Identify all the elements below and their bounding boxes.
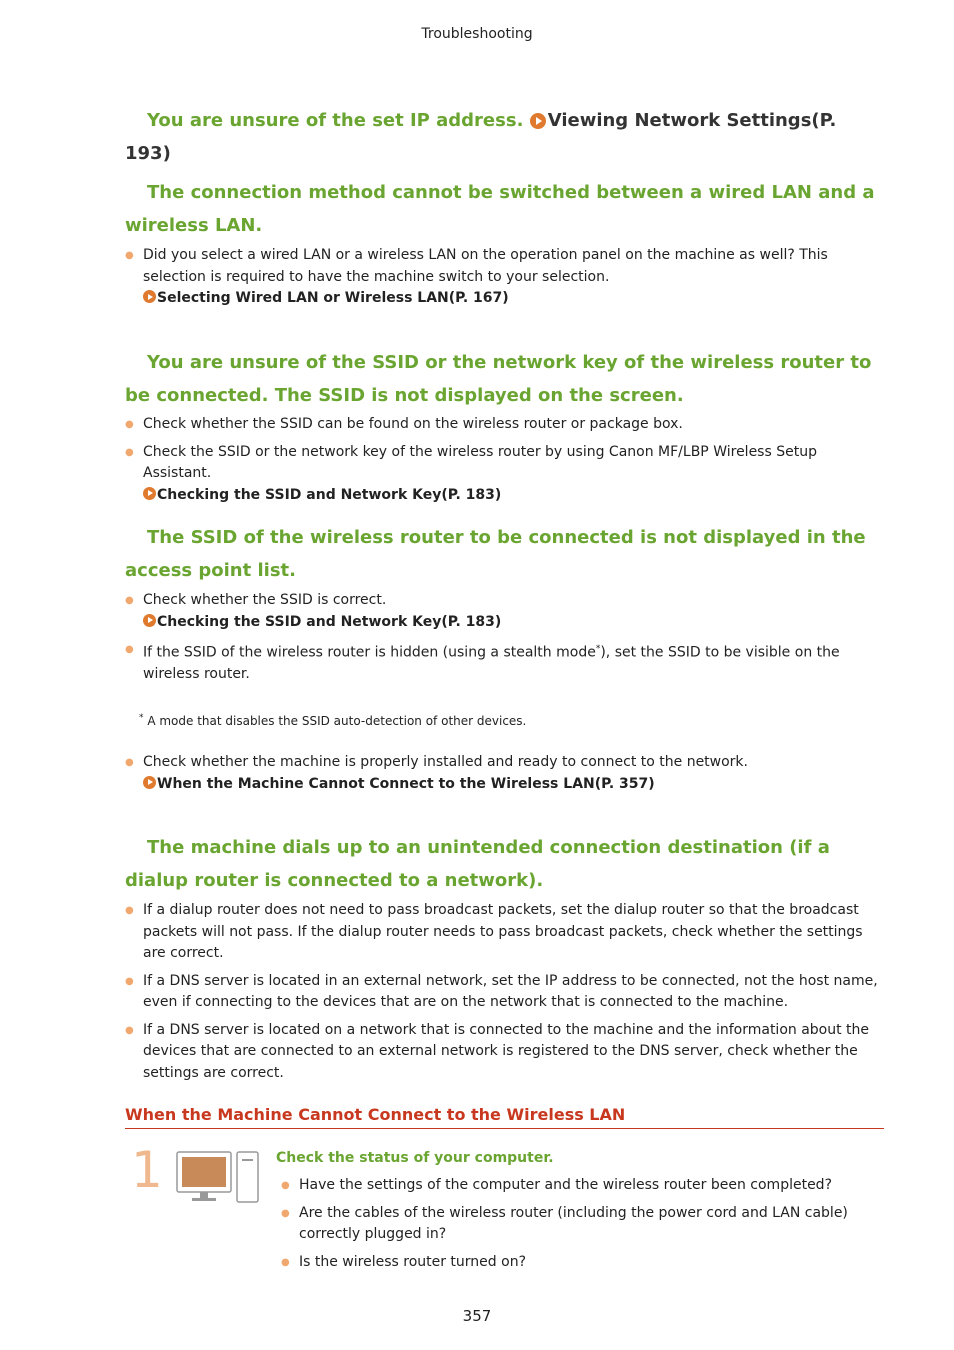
- item-text: Did you select a wired LAN or a wireless LAN on the operation panel on the machine as well? This selection is required to have the machine switch to your selection.: [143, 247, 828, 285]
- section-heading-ip: [125, 104, 885, 170]
- footnote: [139, 713, 526, 728]
- item-text: Check whether the SSID is correct.: [143, 592, 387, 608]
- link-text: When the Machine Cannot Connect to the Wireless LAN(P. 357): [157, 775, 655, 792]
- footnote-marker: *: [595, 644, 601, 654]
- item-text: Is the wireless router turned on?: [299, 1253, 527, 1270]
- section-heading-connection-method: The connection method cannot be switched between a wired LAN and a wireless LAN.: [125, 182, 875, 236]
- section-heading-ssid-not-listed: The SSID of the wireless router to be connected is not displayed in the access point list.: [125, 527, 866, 581]
- bullet-icon: ●: [125, 975, 134, 987]
- list-item: [125, 971, 885, 1014]
- item-text: If a DNS server is located on a network that is connected to the machine and the information about the devices that are connected to an external network is registered to the DNS server, check whether the settings are correct.: [143, 1021, 870, 1081]
- list-item: [125, 245, 885, 310]
- list-item: [281, 1203, 881, 1246]
- selecting-wired-lan-link[interactable]: [143, 288, 885, 310]
- list-item: [281, 1252, 881, 1274]
- bullet-icon: ●: [125, 644, 134, 655]
- list-item: [125, 1020, 885, 1085]
- bullet-icon: ●: [281, 1207, 290, 1219]
- section-heading-ssid-unsure: You are unsure of the SSID or the network key of the wireless router to be connected. The SSID is not displayed on the screen.: [125, 352, 872, 406]
- bullet-icon: ●: [125, 446, 134, 458]
- bullet-list: [125, 245, 885, 316]
- bullet-list: [125, 900, 885, 1090]
- bullet-icon: ●: [125, 250, 134, 261]
- bullet-list: [125, 414, 885, 512]
- link-text: Selecting Wired LAN or Wireless LAN(P. 167): [157, 290, 509, 306]
- bullet-icon: ●: [125, 757, 134, 768]
- bullet-icon: ●: [125, 595, 134, 606]
- viewing-network-settings-link[interactable]: Viewing Network Settings(P. 193): [125, 110, 837, 164]
- bullet-list: [125, 590, 885, 692]
- item-text: Are the cables of the wireless router (including the power cord and LAN cable) correctly plugged in?: [299, 1204, 848, 1242]
- list-item: [125, 414, 885, 436]
- checking-ssid-link[interactable]: [143, 485, 885, 507]
- section-heading-text: You are unsure of the set IP address.: [147, 110, 524, 131]
- link-arrow-icon: [143, 614, 156, 627]
- running-header: Troubleshooting: [421, 26, 533, 42]
- link-arrow-icon: [143, 776, 156, 789]
- item-text-after: ), set the SSID to be visible on the wireless router.: [143, 644, 840, 683]
- list-item: [125, 590, 885, 633]
- bullet-icon: ●: [281, 1180, 290, 1191]
- item-text-before: If the SSID of the wireless router is hidden (using a stealth mode: [143, 644, 596, 661]
- item-text: Check whether the SSID can be found on the wireless router or package box.: [143, 416, 683, 432]
- step-number: 1: [131, 1141, 163, 1199]
- step-title: Check the status of your computer.: [276, 1150, 554, 1166]
- bullet-icon: ●: [125, 905, 134, 916]
- item-text: If a dialup router does not need to pass broadcast packets, set the dialup router so that the broadcast packets will not pass. If the dialup router needs to pass broadcast packets, check whether the settings are correct.: [143, 902, 863, 961]
- page-number: 357: [462, 1307, 492, 1325]
- computer-icon: [176, 1150, 260, 1208]
- bullet-icon: ●: [125, 419, 134, 430]
- bullet-icon: ●: [125, 1024, 134, 1036]
- footnote-mark: *: [139, 713, 144, 723]
- list-item: [125, 752, 885, 795]
- list-item: [125, 900, 885, 965]
- item-text: If a DNS server is located in an external network, set the IP address to be connected, not the host name, even if connecting to the devices that are on the network that is connected to the machine.: [143, 972, 878, 1010]
- list-item: [281, 1175, 881, 1197]
- bullet-list: [125, 752, 885, 801]
- step-bullet-list: [281, 1175, 881, 1279]
- link-arrow-icon: [143, 487, 156, 500]
- item-text: Have the settings of the computer and the wireless router been completed?: [299, 1177, 832, 1193]
- list-item: [125, 442, 885, 507]
- cannot-connect-wireless-link[interactable]: [143, 774, 885, 796]
- link-text: Checking the SSID and Network Key(P. 183): [157, 613, 502, 630]
- link-arrow-icon: [143, 290, 156, 303]
- bullet-icon: ●: [281, 1256, 290, 1268]
- footnote-text: A mode that disables the SSID auto-detection of other devices.: [147, 714, 527, 728]
- link-text: Checking the SSID and Network Key(P. 183): [157, 486, 502, 503]
- list-item: [125, 639, 885, 686]
- subsection-heading: When the Machine Cannot Connect to the Wireless LAN: [125, 1104, 884, 1129]
- item-text: Check whether the machine is properly installed and ready to connect to the network.: [143, 754, 748, 770]
- item-text: Check the SSID or the network key of the wireless router by using Canon MF/LBP Wireless Setup Assistant.: [143, 443, 817, 481]
- link-arrow-icon: [530, 113, 546, 129]
- checking-ssid-link[interactable]: [143, 612, 885, 634]
- section-heading-dialup: The machine dials up to an unintended connection destination (if a dialup router is connected to a network).: [125, 837, 830, 891]
